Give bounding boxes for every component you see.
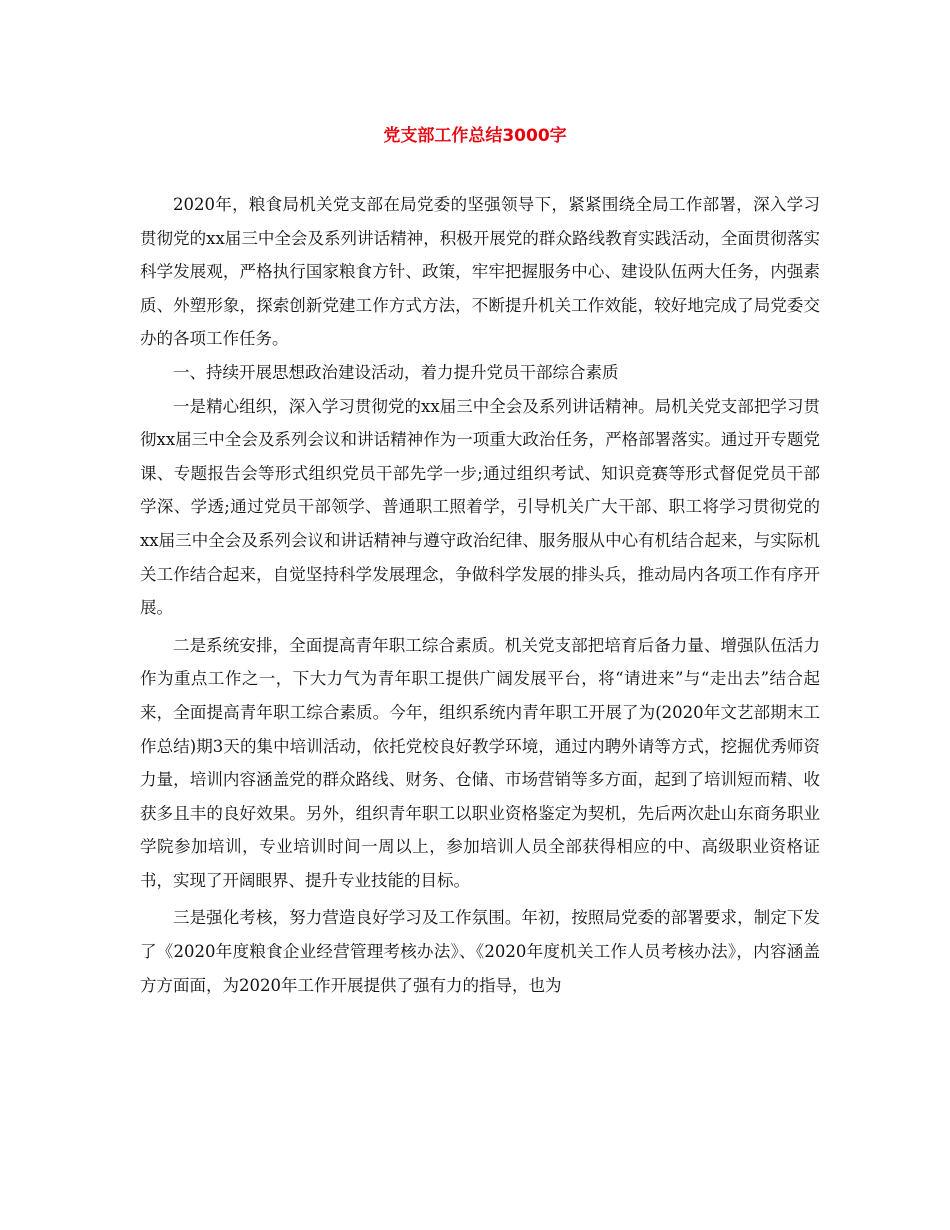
paragraph-training: 二是系统安排，全面提高青年职工综合素质。机关党支部把培育后备力量、增强队伍活力作为重点工作之一，下大力气为青年职工提供广阔发展平台，将“请进来”与“走出去”结合起来，全面提高青年职工综合素质。今年，组织系统内青年职工开展了为(2020年文艺部期末工作总结)期3天的集中培训活动，依托党校良好教学环境，通过内聘外请等方式，挖掘优秀师资力量，培训内容涵盖党的群众路线、财务、仓储、市场营销等多方面，起到了培训短而精、收获多且丰的良好效果。另外，组织青年职工以职业资格鉴定为契机，先后两次赴山东商务职业学院参加培训，专业培训时间一周以上，参加培训人员全部获得相应的中、高级职业资格证书，实现了开阔眼界、提升专业技能的目标。 — [140, 635, 820, 890]
paragraph-intro: 2020年，粮食局机关党支部在局党委的坚强领导下，紧紧围绕全局工作部署，深入学习贯彻党的xx届三中全会及系列讲话精神，积极开展党的群众路线教育实践活动，全面贯彻落实科学发展观，严格执行国家粮食方针、政策，牢牢把握服务中心、建设队伍两大任务，内强素质、外塑形象，探索创新党建工作方式方法，不断提升机关工作效能，较好地完成了局党委交办的各项工作任务。 — [140, 195, 820, 349]
document-title: 党支部工作总结3000字 — [383, 126, 567, 146]
section-heading-1: 一、持续开展思想政治建设活动，着力提升党员干部综合素质 — [173, 362, 619, 382]
document-body — [140, 188, 820, 1002]
paragraph-study: 一是精心组织，深入学习贯彻党的xx届三中全会及系列讲话精神。局机关党支部把学习贯彻xx届三中全会及系列会议和讲话精神作为一项重大政治任务，严格部署落实。通过开专题党课、专题报告会等形式组织党员干部先学一步;通过组织考试、知识竞赛等形式督促党员干部学深、学透;通过党员干部领学、普通职工照着学，引导机关广大干部、职工将学习贯彻党的xx届三中全会及系列会议和讲话精神与遵守政治纪律、服务服从中心有机结合起来，与实际机关工作结合起来，自觉坚持科学发展理念，争做科学发展的排头兵，推动局内各项工作有序开展。 — [140, 396, 820, 618]
paragraph-assessment: 三是强化考核，努力营造良好学习及工作氛围。年初，按照局党委的部署要求，制定下发了《2020年度粮食企业经营管理考核办法》、《2020年度机关工作人员考核办法》，内容涵盖方方面面，为2020年工作开展提供了强有力的指导，也为 — [140, 908, 820, 995]
